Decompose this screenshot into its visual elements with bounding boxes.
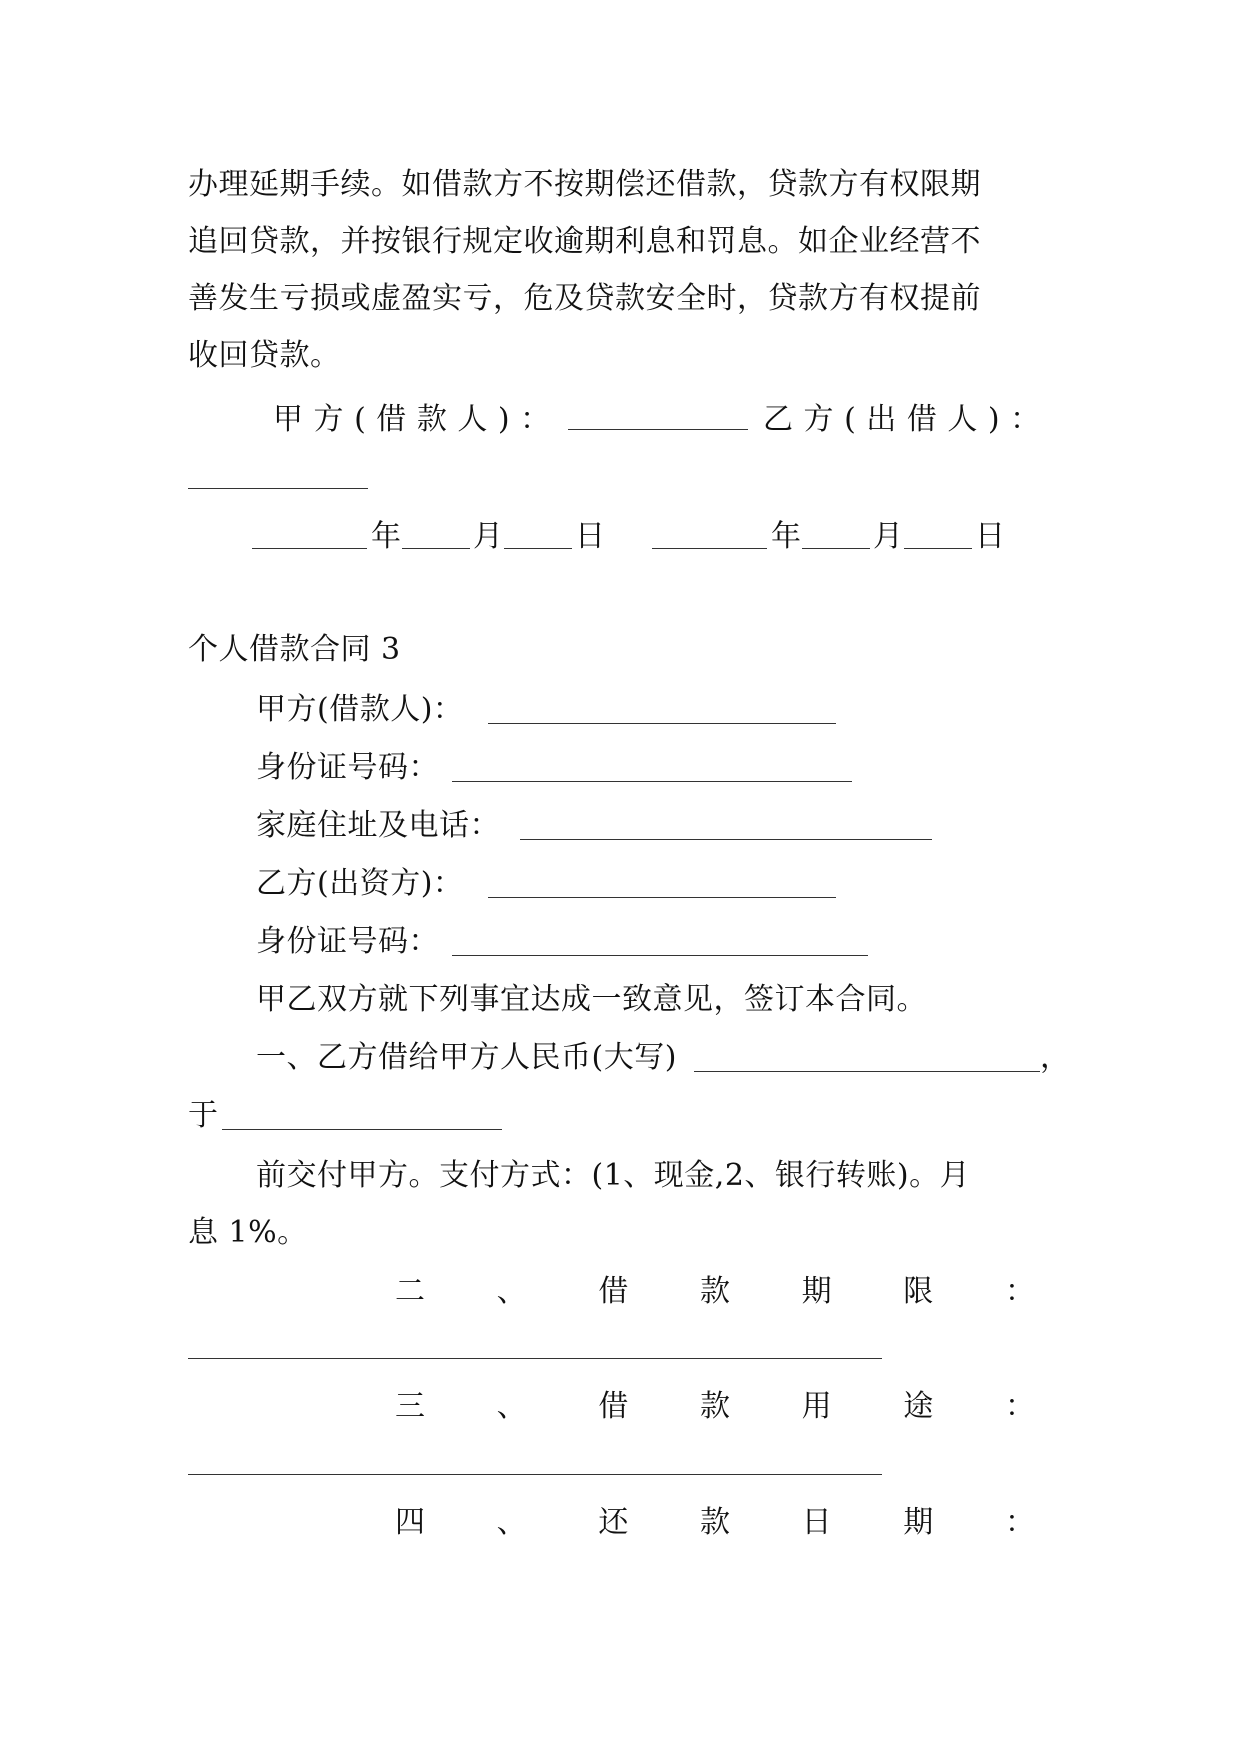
clause-char: ： — [1004, 1505, 1035, 1540]
clause-char: 四 — [395, 1505, 425, 1540]
date-day-blank-a — [504, 548, 572, 549]
agreement-line: 甲乙双方就下列事宜达成一致意见，签订本合同。 — [256, 982, 927, 1017]
clause-1-comma: ， — [1040, 1040, 1071, 1075]
clause-1-end: 息 1%。 — [188, 1215, 308, 1250]
clause-char: 三 — [395, 1389, 425, 1424]
clause-char: ： — [1004, 1274, 1035, 1309]
paragraph-line: 善发生亏损或虚盈实亏，危及贷款安全时，贷款方有权提前 — [188, 281, 981, 316]
clause-char: 借 — [598, 1389, 629, 1424]
date-year-blank-a — [252, 548, 367, 549]
field-label-id-a: 身份证号码： — [256, 750, 439, 785]
paragraph-line: 追回贷款，并按银行规定收逾期利息和罚息。如企业经营不 — [188, 224, 981, 259]
clause-1-cont: 前交付甲方。支付方式：(1、现金,2、银行转账)。月 — [256, 1158, 971, 1193]
date-month-blank-b — [802, 548, 870, 549]
field-label-id-b: 身份证号码： — [256, 924, 439, 959]
clause-1-date-blank — [222, 1129, 502, 1130]
field-label-party-b: 乙方(出资方)： — [256, 866, 464, 901]
section-title: 个人借款合同 3 — [188, 632, 401, 667]
date-day-blank-b — [904, 548, 972, 549]
field-blank-party-a — [488, 723, 836, 724]
clause-char: ： — [1004, 1389, 1035, 1424]
field-blank-address — [520, 839, 932, 840]
clause-3-heading — [395, 1387, 1035, 1427]
clause-char: 限 — [903, 1274, 934, 1309]
party-b-sign-label: 乙 方 ( 出 借 人 ) ： — [763, 402, 1041, 437]
clause-4-heading — [395, 1503, 1035, 1543]
clause-1-line: 一、乙方借给甲方人民币(大写) — [256, 1040, 677, 1075]
clause-char: 期 — [903, 1505, 934, 1540]
date-year-blank-b — [652, 548, 767, 549]
party-a-sign-blank — [568, 429, 748, 430]
clause-char: 、 — [496, 1274, 527, 1309]
field-label-address: 家庭住址及电话： — [256, 808, 500, 843]
clause-3-blank — [188, 1474, 882, 1475]
party-a-sign-label: 甲 方 ( 借 款 人 ) ： — [273, 402, 551, 437]
clause-char: 途 — [903, 1389, 934, 1424]
paragraph-line: 办理延期手续。如借款方不按期偿还借款，贷款方有权限期 — [188, 167, 981, 202]
date-year-b: 年 — [771, 519, 802, 554]
clause-2-blank — [188, 1358, 882, 1359]
paragraph-line: 收回贷款。 — [188, 338, 341, 373]
field-label-party-a: 甲方(借款人)： — [256, 692, 464, 727]
clause-1-amount-blank — [694, 1071, 1040, 1072]
field-blank-id-a — [452, 781, 852, 782]
date-month-a: 月 — [473, 519, 504, 554]
clause-char: 用 — [801, 1389, 832, 1424]
clause-char: 款 — [699, 1505, 730, 1540]
clause-char: 、 — [496, 1389, 527, 1424]
party-b-sign-blank — [188, 488, 368, 489]
clause-char: 款 — [699, 1274, 730, 1309]
clause-char: 、 — [496, 1505, 527, 1540]
date-month-blank-a — [402, 548, 470, 549]
clause-2-heading — [395, 1272, 1035, 1312]
field-blank-id-b — [452, 955, 868, 956]
date-day-a: 日 — [575, 519, 606, 554]
clause-char: 款 — [699, 1389, 730, 1424]
clause-char: 借 — [598, 1274, 629, 1309]
clause-char: 二 — [395, 1274, 425, 1309]
clause-1-yu: 于 — [188, 1098, 219, 1133]
clause-char: 日 — [801, 1505, 832, 1540]
field-blank-party-b — [488, 897, 836, 898]
clause-char: 还 — [598, 1505, 629, 1540]
date-month-b: 月 — [873, 519, 904, 554]
clause-char: 期 — [801, 1274, 832, 1309]
date-day-b: 日 — [975, 519, 1006, 554]
date-year-a: 年 — [371, 519, 402, 554]
